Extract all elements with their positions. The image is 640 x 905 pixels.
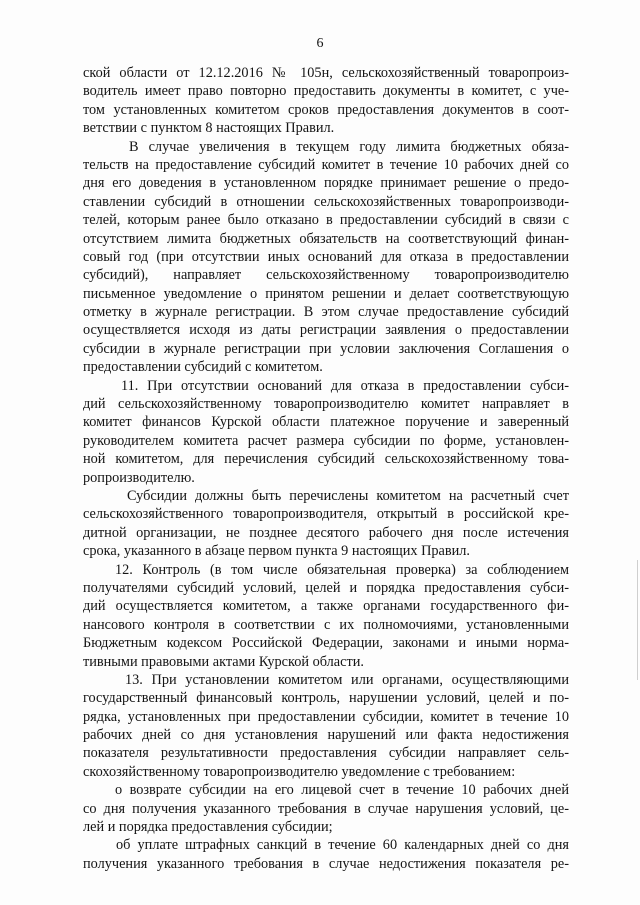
text-line: субсидий), направляет сельскохозяйственному товаропроизводителю [83,267,569,284]
text-line: со дня получения указанного требования в случае нарушения условий, це- [83,800,569,817]
text-line: комитет финансов Курской области платежное поручение и заверенный [83,414,569,431]
text-line: сельскохозяйственного товаропроизводителя, открытый в российской кре- [83,506,569,523]
document-body [83,64,569,873]
text-line: 12. Контроль (в том числе обязательная проверка) за соблюдением [115,561,569,578]
text-line: письменное уведомление о принятом решении и делает соответствующую [83,285,569,302]
text-line: совый год (при отсутствии иных оснований для отказа в предоставлении [83,248,569,265]
text-line: о возврате субсидии на его лицевой счет в течение 10 рабочих дней [115,782,569,799]
text-line: получения указанного требования в случае недостижения показателя ре- [83,855,569,872]
text-line: тельств на предоставление субсидий комитет в течение 10 рабочих дней со [83,156,569,173]
text-line: водитель имеет право повторно предоставить документы в комитет, с уче- [83,83,569,100]
page-number: 6 [316,36,324,51]
text-line: Субсидии должны быть перечислены комитетом на расчетный счет [127,487,569,504]
text-line: лей и порядка предоставления субсидии; [83,819,333,836]
text-line: срока, указанного в абзаце первом пункта 9 настоящих Правил. [83,543,471,560]
text-line: дий осуществляется комитетом, а также органами государственного фи- [83,598,569,615]
text-line: том установленных комитетом сроков предоставления документов в соот- [83,101,569,118]
text-line: получателями субсидий условий, целей и порядка предоставления субси- [83,579,569,596]
text-line: предоставлении субсидий с комитетом. [83,359,323,376]
text-line: показателя результативности предоставления субсидии направляет сель- [83,745,569,762]
text-line: руководителем комитета расчет размера субсидии по форме, установлен- [83,432,569,449]
text-line: В случае увеличения в текущем году лимита бюджетных обяза- [129,138,569,155]
text-line: нансового контроля в соответствии с их полномочиями, установленными [83,616,569,633]
text-line: телей, которым ранее было отказано в предоставлении субсидий в связи с [83,212,569,229]
text-line: ставлении субсидий в отношении сельскохозяйственных товаропроизводи- [83,193,569,210]
text-line: Бюджетным кодексом Российской Федерации, законами и иными норма- [83,635,569,652]
text-line: 13. При установлении комитетом или органами, осуществляющими [125,671,569,688]
text-line: отметку в журнале регистрации. В этом случае предоставление субсидий [83,304,569,321]
text-line: государственный финансовый контроль, нарушении условий, целей и по- [83,690,569,707]
text-line: дня его доведения в установленном порядке принимает решение о предо- [83,175,569,192]
text-line: осуществляется исходя из даты регистрации заявления о предоставлении [83,322,569,339]
text-line: рядка, установленных при предоставлении субсидии, комитет в течение 10 [83,708,569,725]
text-line: рабочих дней со дня установления нарушений или факта недостижения [83,727,569,744]
text-line: 11. При отсутствии оснований для отказа в предоставлении субси- [121,377,569,394]
text-line: ропроизводителю. [83,469,195,486]
text-line: дитной организации, не позднее десятого рабочего дня после истечения [83,524,569,541]
text-line: тивными правовыми актами Курской области. [83,653,364,670]
scan-edge-line [637,560,638,680]
text-line: ветствии с пунктом 8 настоящих Правил. [83,120,335,137]
text-line: ной комитетом, для перечисления субсидий сельскохозяйственному това- [83,451,569,468]
text-line: скохозяйственному товаропроизводителю уведомление с требованием: [83,763,516,780]
text-line: об уплате штрафных санкций в течение 60 календарных дней со дня [116,837,569,854]
text-line: дий сельскохозяйственному товаропроизводителю комитет направляет в [83,396,569,413]
text-line: субсидии в журнале регистрации при условии заключения Соглашения о [83,340,569,357]
text-line: ской области от 12.12.2016 № 105н, сельскохозяйственный товаропроиз- [83,65,569,81]
text-line: отсутствием лимита бюджетных обязательств на соответствующий финан- [83,230,569,247]
